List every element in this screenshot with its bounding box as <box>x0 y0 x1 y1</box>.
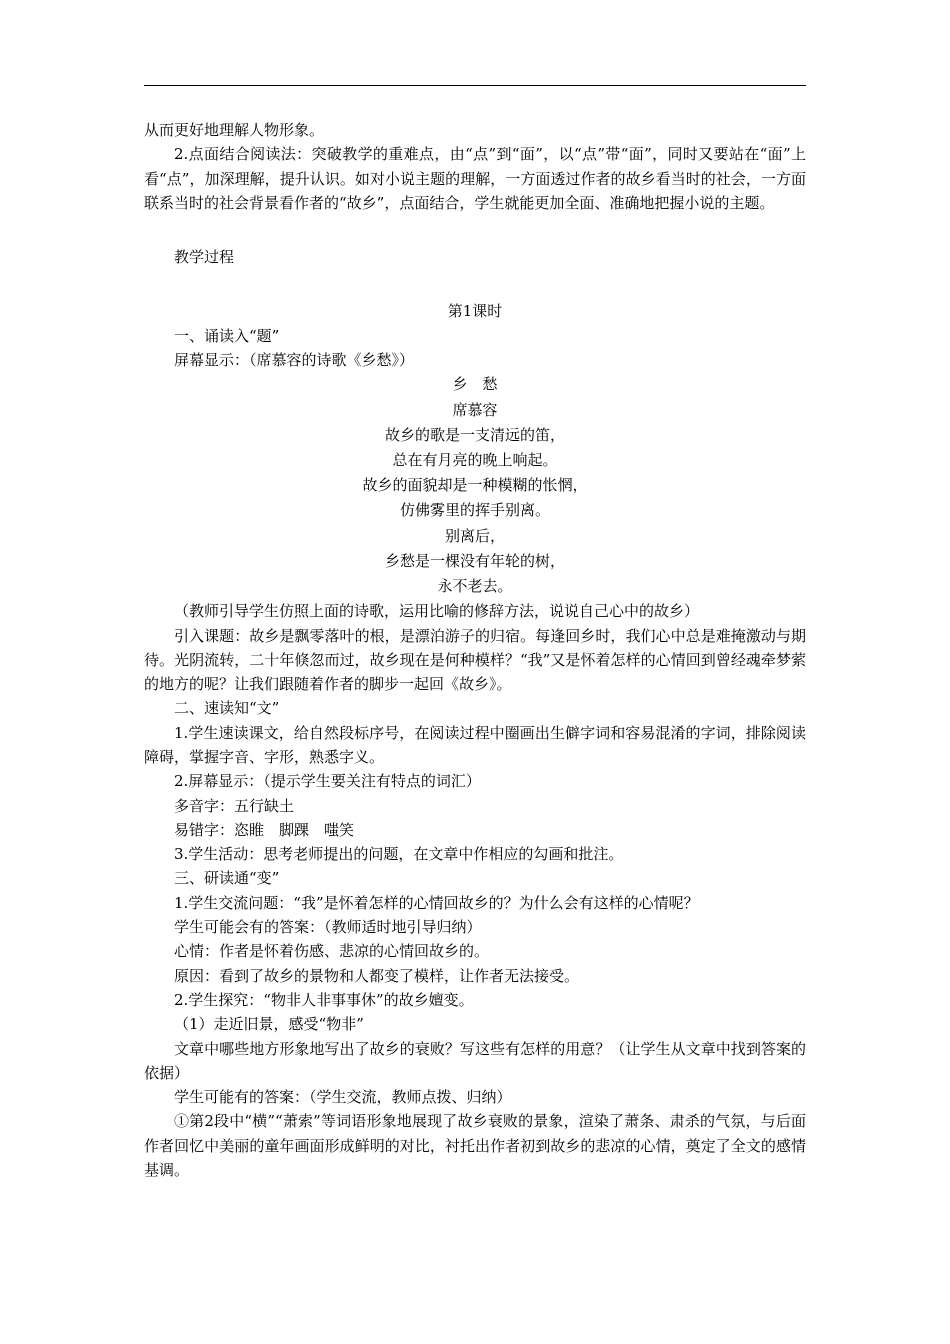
reading-method-paragraph: 2.点面结合阅读法：突破教学的重难点，由“点”到“面”，以“点”带“面”，同时又要站在“面”上看“点”，加深理解，提升认识。如对小说主题的理解，一方面透过作者的故乡看当时的社会，一方面联系当时的社会背景看作者的“故乡”，点面结合，学生就能更加全面、准确地把握小说的主题。 <box>144 145 806 212</box>
poem-line: 乡愁是一棵没有年轮的树， <box>384 551 565 570</box>
poem-line: 总在有月亮的晚上响起。 <box>392 450 558 469</box>
paragraph: （1）走近旧景，感受“物非” <box>174 1015 364 1034</box>
document-body <box>144 118 806 1182</box>
paragraph: 文章中哪些地方形象地写出了故乡的衰败？写这些有怎样的用意？（让学生从文章中找到答案的依据） <box>144 1039 806 1082</box>
poem-line: 永不老去。 <box>437 577 513 595</box>
process-title: 教学过程 <box>174 248 235 267</box>
teacher-note: （教师引导学生仿照上面的诗歌，运用比喻的修辞方法，说说自己心中的故乡） <box>174 602 700 621</box>
paragraph: ①第2段中“横”“萧索”等词语形象地展现了故乡衰败的景象，渲染了萧条、肃杀的气氛，与后面作者回忆中美丽的童年画面形成鲜明的对比，衬托出作者初到故乡的悲凉的心情，奠定了全文的感情基调。 <box>144 1112 806 1180</box>
paragraph: 1.学生速读课文，给自然段标序号，在阅读过程中圈画出生僻字词和容易混淆的字词，排除阅读障碍，掌握字音、字形，熟悉字义。 <box>144 723 806 766</box>
lesson-title: 第1课时 <box>447 302 503 321</box>
header-rule <box>144 85 806 86</box>
paragraph: 2.屏幕显示：（提示学生要关注有特点的词汇） <box>174 772 481 791</box>
intro-line: 从而更好地理解人物形象。 <box>144 121 325 139</box>
paragraph: 多音字：五行缺土 <box>174 796 295 815</box>
poem-author: 席慕容 <box>452 400 498 419</box>
section-heading-1: 一、诵读入“题” <box>174 326 280 345</box>
poem-title: 乡 愁 <box>452 375 498 394</box>
poem-line: 故乡的面貌却是一种模糊的怅惘， <box>362 476 588 495</box>
paragraph: 原因：看到了故乡的景物和人都变了模样，让作者无法接受。 <box>174 966 580 985</box>
poem-line: 故乡的歌是一支清远的笛， <box>384 425 565 444</box>
paragraph: 学生可能会有的答案：（教师适时地引导归纳） <box>174 918 482 937</box>
paragraph: 2.学生探究：“物非人非事事休”的故乡嬗变。 <box>174 990 474 1009</box>
poem-line: 别离后， <box>444 526 505 545</box>
screen-display-1: 屏幕显示：（席慕容的诗歌《乡愁》） <box>174 351 415 370</box>
paragraph: 3.学生活动：思考老师提出的问题，在文章中作相应的勾画和批注。 <box>174 845 624 864</box>
paragraph: 1.学生交流问题：“我”是怀着怎样的心情回故乡的？为什么会有这样的心情呢？ <box>174 893 699 912</box>
paragraph: 学生可能有的答案：（学生交流，教师点拨、归纳） <box>174 1088 512 1107</box>
poem-line: 仿佛雾里的挥手别离。 <box>399 501 550 520</box>
paragraph: 心情：作者是怀着伤感、悲凉的心情回故乡的。 <box>174 942 490 961</box>
paragraph: 易错字：恣睢 脚踝 嗤笑 <box>174 820 355 839</box>
section-heading-2: 二、速读知“文” <box>174 699 280 718</box>
section-heading-3: 三、研读通“变” <box>174 869 280 888</box>
lesson-intro-paragraph: 引入课题：故乡是飘零落叶的根，是漂泊游子的归宿。每逢回乡时，我们心中总是难掩激动与期待。光阴流转，二十年倏忽而过，故乡现在是何种模样？“我”又是怀着怎样的心情回到曾经魂牵梦萦的地方的呢？让我们跟随着作者的脚步一起回《故乡》。 <box>144 626 806 694</box>
poem <box>144 372 806 599</box>
